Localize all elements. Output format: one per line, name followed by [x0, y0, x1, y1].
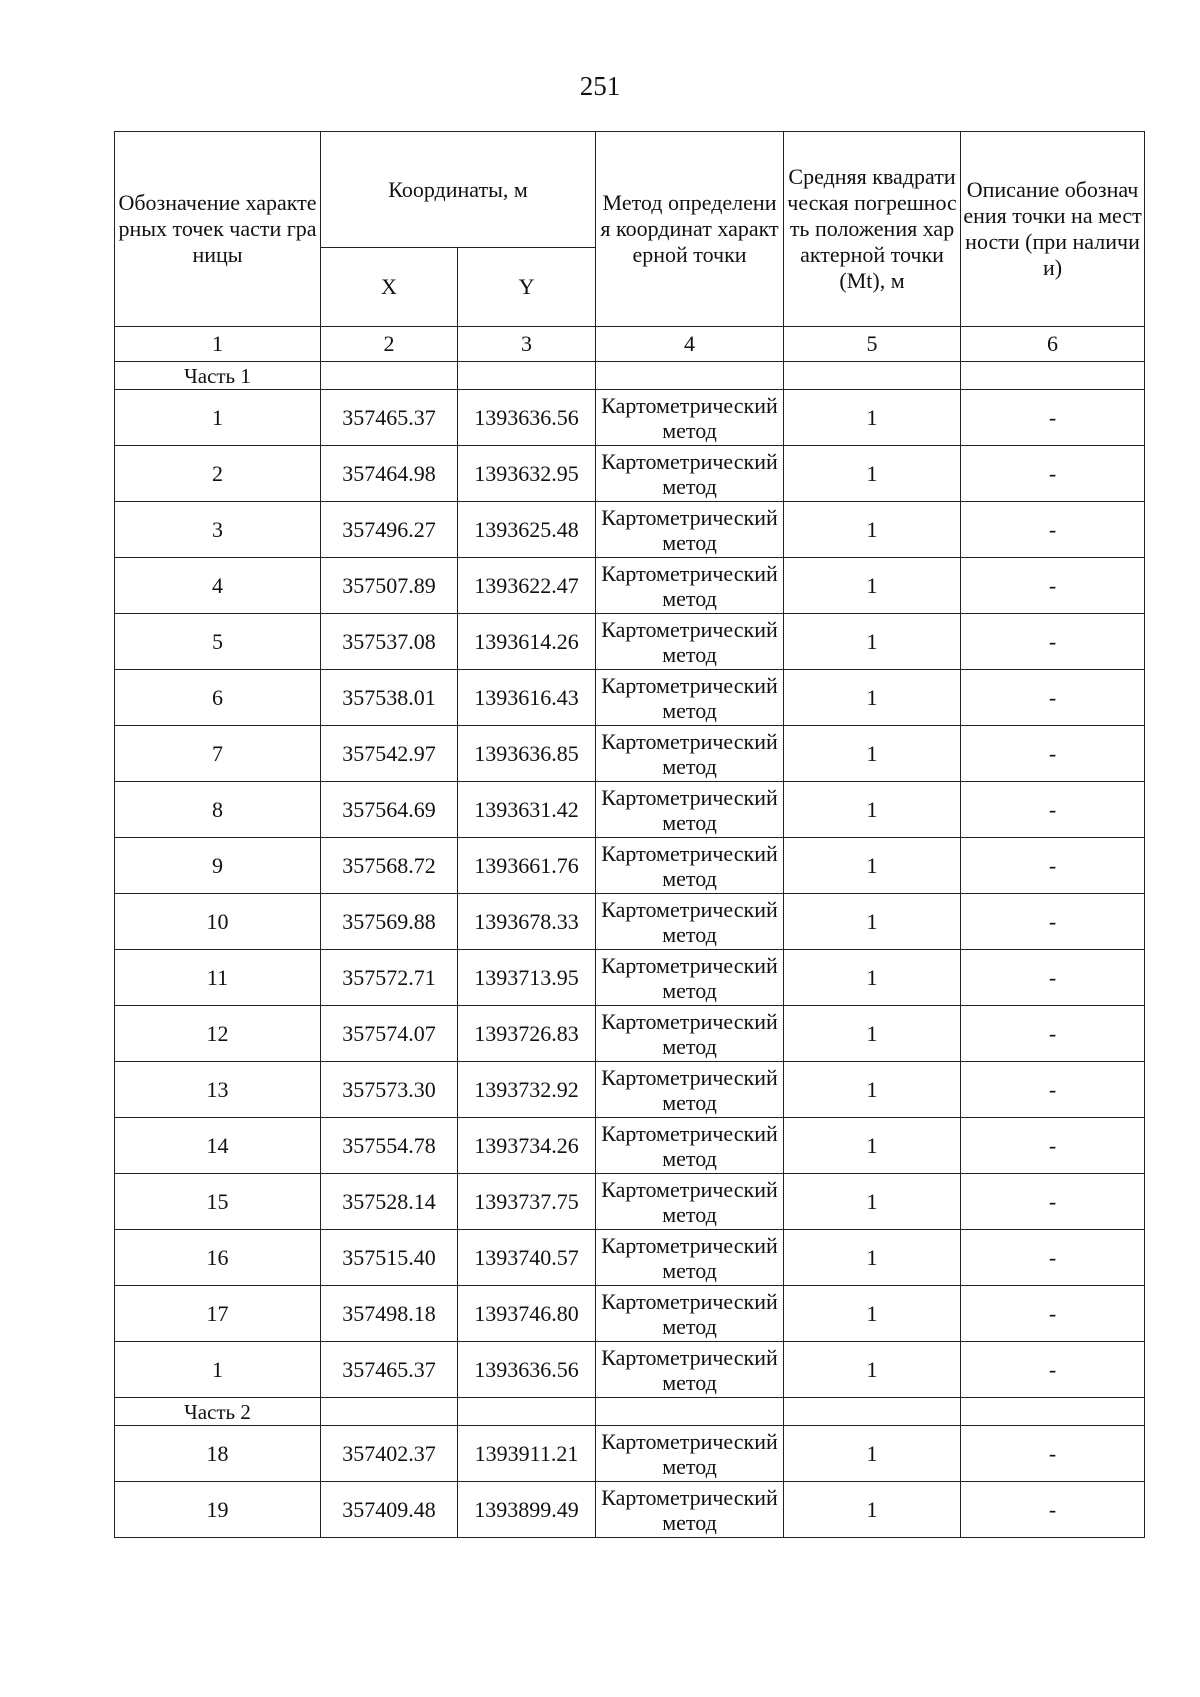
accuracy-cell: 1 [784, 782, 961, 838]
empty-cell [321, 362, 458, 390]
point-designation: 1 [115, 390, 321, 446]
table-row [115, 1006, 1145, 1062]
accuracy-cell: 1 [784, 502, 961, 558]
coordinate-y: 1393636.56 [458, 1342, 596, 1398]
coordinate-y: 1393625.48 [458, 502, 596, 558]
coordinate-x: 357564.69 [321, 782, 458, 838]
method-cell: Картометрический метод [596, 1174, 784, 1230]
section-row [115, 362, 1145, 390]
description-cell: - [961, 838, 1145, 894]
coordinate-y: 1393622.47 [458, 558, 596, 614]
coordinate-x: 357568.72 [321, 838, 458, 894]
accuracy-cell: 1 [784, 1062, 961, 1118]
method-cell: Картометрический метод [596, 838, 784, 894]
point-designation: 8 [115, 782, 321, 838]
table-row [115, 1482, 1145, 1538]
method-cell: Картометрический метод [596, 670, 784, 726]
table-row [115, 1426, 1145, 1482]
coordinate-x: 357409.48 [321, 1482, 458, 1538]
coordinate-x: 357542.97 [321, 726, 458, 782]
header-method: Метод определения координат характерной точки [596, 132, 784, 327]
method-cell: Картометрический метод [596, 894, 784, 950]
accuracy-cell: 1 [784, 446, 961, 502]
coordinate-y: 1393631.42 [458, 782, 596, 838]
coordinate-x: 357569.88 [321, 894, 458, 950]
coordinate-y: 1393636.56 [458, 390, 596, 446]
header-row [115, 132, 1145, 248]
coordinate-y: 1393737.75 [458, 1174, 596, 1230]
header-coordinates: Координаты, м [321, 132, 596, 248]
description-cell: - [961, 502, 1145, 558]
column-number: 5 [784, 327, 961, 362]
description-cell: - [961, 1174, 1145, 1230]
coordinate-x: 357464.98 [321, 446, 458, 502]
accuracy-cell: 1 [784, 894, 961, 950]
method-cell: Картометрический метод [596, 1118, 784, 1174]
point-designation: 10 [115, 894, 321, 950]
coordinate-x: 357573.30 [321, 1062, 458, 1118]
description-cell: - [961, 1006, 1145, 1062]
table-row [115, 614, 1145, 670]
accuracy-cell: 1 [784, 558, 961, 614]
point-designation: 6 [115, 670, 321, 726]
description-cell: - [961, 558, 1145, 614]
method-cell: Картометрический метод [596, 1230, 784, 1286]
point-designation: 4 [115, 558, 321, 614]
section-title: Часть 2 [115, 1398, 321, 1426]
empty-cell [321, 1398, 458, 1426]
coordinate-x: 357507.89 [321, 558, 458, 614]
coordinate-y: 1393746.80 [458, 1286, 596, 1342]
coordinate-x: 357465.37 [321, 390, 458, 446]
coordinate-x: 357554.78 [321, 1118, 458, 1174]
table-row [115, 1230, 1145, 1286]
point-designation: 11 [115, 950, 321, 1006]
header-designation: Обозначение характерных точек части границы [115, 132, 321, 327]
description-cell: - [961, 894, 1145, 950]
accuracy-cell: 1 [784, 950, 961, 1006]
coordinate-y: 1393614.26 [458, 614, 596, 670]
coordinate-x: 357538.01 [321, 670, 458, 726]
accuracy-cell: 1 [784, 670, 961, 726]
empty-cell [596, 1398, 784, 1426]
empty-cell [961, 362, 1145, 390]
coordinate-y: 1393911.21 [458, 1426, 596, 1482]
table-row [115, 1286, 1145, 1342]
coordinate-x: 357528.14 [321, 1174, 458, 1230]
header-y: Y [458, 248, 596, 327]
point-designation: 1 [115, 1342, 321, 1398]
coordinate-y: 1393734.26 [458, 1118, 596, 1174]
accuracy-cell: 1 [784, 1006, 961, 1062]
table-row [115, 670, 1145, 726]
point-designation: 2 [115, 446, 321, 502]
method-cell: Картометрический метод [596, 446, 784, 502]
accuracy-cell: 1 [784, 1286, 961, 1342]
coordinate-y: 1393661.76 [458, 838, 596, 894]
table-body [115, 132, 1145, 1538]
accuracy-cell: 1 [784, 1230, 961, 1286]
coordinate-y: 1393636.85 [458, 726, 596, 782]
description-cell: - [961, 670, 1145, 726]
coordinate-x: 357498.18 [321, 1286, 458, 1342]
header-description: Описание обозначения точки на местности (при наличии) [961, 132, 1145, 327]
point-designation: 9 [115, 838, 321, 894]
method-cell: Картометрический метод [596, 1006, 784, 1062]
coordinate-y: 1393732.92 [458, 1062, 596, 1118]
point-designation: 14 [115, 1118, 321, 1174]
accuracy-cell: 1 [784, 1482, 961, 1538]
empty-cell [784, 1398, 961, 1426]
accuracy-cell: 1 [784, 1426, 961, 1482]
header-accuracy: Средняя квадратическая погрешность положения характерной точки (Mt), м [784, 132, 961, 327]
accuracy-cell: 1 [784, 838, 961, 894]
method-cell: Картометрический метод [596, 1426, 784, 1482]
point-designation: 7 [115, 726, 321, 782]
description-cell: - [961, 1118, 1145, 1174]
method-cell: Картометрический метод [596, 950, 784, 1006]
method-cell: Картометрический метод [596, 1342, 784, 1398]
coordinate-y: 1393678.33 [458, 894, 596, 950]
table-row [115, 1342, 1145, 1398]
method-cell: Картометрический метод [596, 614, 784, 670]
table-row [115, 558, 1145, 614]
coordinate-x: 357515.40 [321, 1230, 458, 1286]
method-cell: Картометрический метод [596, 1286, 784, 1342]
method-cell: Картометрический метод [596, 558, 784, 614]
table-row [115, 950, 1145, 1006]
coordinate-y: 1393740.57 [458, 1230, 596, 1286]
table-row [115, 1118, 1145, 1174]
method-cell: Картометрический метод [596, 1062, 784, 1118]
point-designation: 18 [115, 1426, 321, 1482]
point-designation: 3 [115, 502, 321, 558]
coordinate-x: 357465.37 [321, 1342, 458, 1398]
point-designation: 16 [115, 1230, 321, 1286]
empty-cell [458, 1398, 596, 1426]
column-number: 6 [961, 327, 1145, 362]
accuracy-cell: 1 [784, 390, 961, 446]
description-cell: - [961, 1062, 1145, 1118]
coordinate-y: 1393632.95 [458, 446, 596, 502]
table-row [115, 1062, 1145, 1118]
empty-cell [596, 362, 784, 390]
empty-cell [784, 362, 961, 390]
table-row [115, 782, 1145, 838]
coordinate-y: 1393899.49 [458, 1482, 596, 1538]
point-designation: 13 [115, 1062, 321, 1118]
section-title: Часть 1 [115, 362, 321, 390]
method-cell: Картометрический метод [596, 502, 784, 558]
table-row [115, 1174, 1145, 1230]
coordinate-x: 357574.07 [321, 1006, 458, 1062]
point-designation: 12 [115, 1006, 321, 1062]
method-cell: Картометрический метод [596, 390, 784, 446]
empty-cell [961, 1398, 1145, 1426]
coordinate-x: 357402.37 [321, 1426, 458, 1482]
table-row [115, 502, 1145, 558]
accuracy-cell: 1 [784, 1118, 961, 1174]
coordinate-x: 357572.71 [321, 950, 458, 1006]
coordinate-y: 1393713.95 [458, 950, 596, 1006]
column-number-row [115, 327, 1145, 362]
accuracy-cell: 1 [784, 1174, 961, 1230]
point-designation: 17 [115, 1286, 321, 1342]
table-row [115, 838, 1145, 894]
description-cell: - [961, 1426, 1145, 1482]
description-cell: - [961, 614, 1145, 670]
point-designation: 5 [115, 614, 321, 670]
coordinate-y: 1393726.83 [458, 1006, 596, 1062]
description-cell: - [961, 390, 1145, 446]
column-number: 3 [458, 327, 596, 362]
empty-cell [458, 362, 596, 390]
column-number: 1 [115, 327, 321, 362]
page-number: 251 [579, 71, 621, 101]
coordinate-y: 1393616.43 [458, 670, 596, 726]
table-row [115, 726, 1145, 782]
table-row [115, 390, 1145, 446]
column-number: 4 [596, 327, 784, 362]
description-cell: - [961, 1342, 1145, 1398]
accuracy-cell: 1 [784, 1342, 961, 1398]
header-x: X [321, 248, 458, 327]
accuracy-cell: 1 [784, 614, 961, 670]
description-cell: - [961, 1286, 1145, 1342]
method-cell: Картометрический метод [596, 782, 784, 838]
description-cell: - [961, 1482, 1145, 1538]
boundary-points-table [114, 131, 1145, 1538]
table-row [115, 894, 1145, 950]
coordinate-x: 357537.08 [321, 614, 458, 670]
description-cell: - [961, 950, 1145, 1006]
description-cell: - [961, 726, 1145, 782]
accuracy-cell: 1 [784, 726, 961, 782]
point-designation: 19 [115, 1482, 321, 1538]
column-number: 2 [321, 327, 458, 362]
description-cell: - [961, 782, 1145, 838]
table-row [115, 446, 1145, 502]
coordinate-x: 357496.27 [321, 502, 458, 558]
method-cell: Картометрический метод [596, 726, 784, 782]
description-cell: - [961, 446, 1145, 502]
section-row [115, 1398, 1145, 1426]
description-cell: - [961, 1230, 1145, 1286]
point-designation: 15 [115, 1174, 321, 1230]
method-cell: Картометрический метод [596, 1482, 784, 1538]
